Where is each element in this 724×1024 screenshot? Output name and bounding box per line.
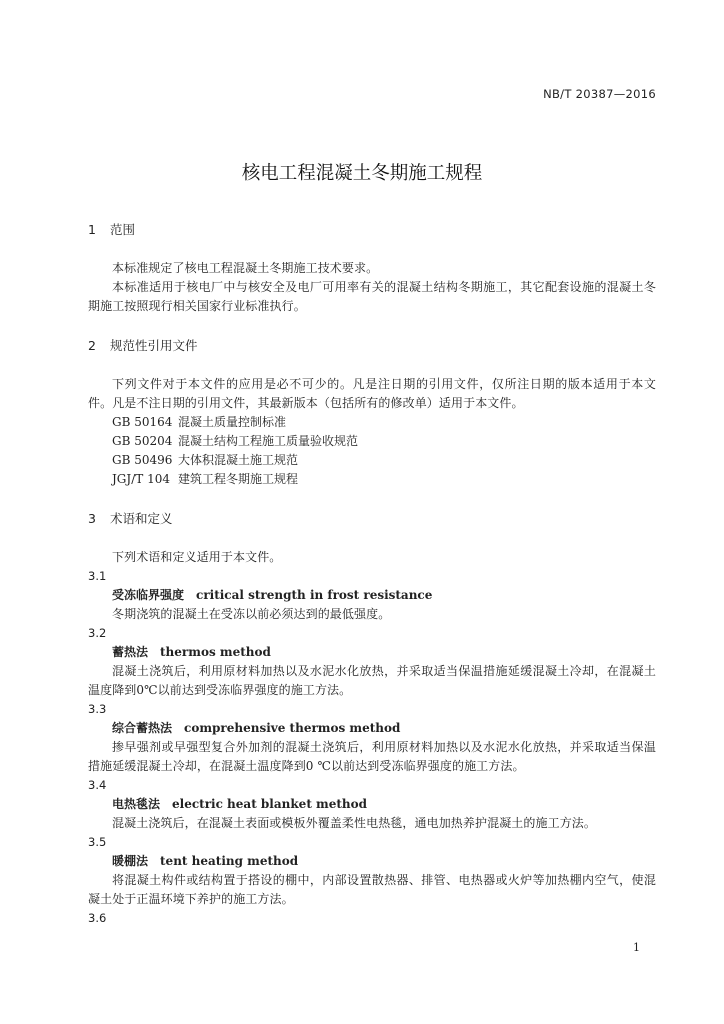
section-heading-3 [88,509,656,528]
paragraph: 下列术语和定义适用于本文件。 [112,550,282,564]
reference-code: JGJ/T 104 [112,472,170,486]
reference-item [88,451,656,470]
paragraph: 下列文件对于本文件的应用是必不可少的。凡是注日期的引用文件，仅所注日期的版本适用于本文件。凡是不注日期的引用文件，其最新版本（包括所有的修改单）适用于本文件。 [88,377,656,410]
term-en: comprehensive thermos method [184,721,401,735]
term-cn: 暖棚法 [112,854,149,868]
section-title: 术语和定义 [109,511,173,526]
reference-name: 混凝土质量控制标准 [178,415,287,429]
reference-code: GB 50496 [112,453,173,467]
reference-code: GB 50164 [112,415,173,429]
section-title: 规范性引用文件 [109,338,198,353]
section-number: 3 [88,511,96,526]
term-definition: 冬期浇筑的混凝土在受冻以前必须达到的最低强度。 [112,607,391,621]
term-cn: 综合蓄热法 [112,721,173,735]
reference-code: GB 50204 [112,434,173,448]
term-heading [88,795,656,814]
term-en: electric heat blanket method [172,797,368,811]
page-number: 1 [633,941,640,954]
term-cn: 蓄热法 [112,645,149,659]
reference-item [88,470,656,489]
term-en: tent heating method [160,854,299,868]
paragraph: 本标准规定了核电工程混凝土冬期施工技术要求。 [112,261,379,275]
term-number: 3.5 [88,835,107,849]
term-number: 3.3 [88,702,107,716]
term-definition: 混凝土浇筑后，利用原材料加热以及水泥水化放热，并采取适当保温措施延缓混凝土冷却，在混凝土温度降到0℃以前达到受冻临界强度的施工方法。 [88,664,656,697]
term-number: 3.6 [88,911,107,925]
reference-name: 大体积混凝土施工规范 [178,453,299,467]
term-en: critical strength in frost resistance [196,588,433,602]
term-number: 3.4 [88,778,107,792]
section-heading-2 [88,336,656,355]
term-en: thermos method [160,645,271,659]
term-heading [88,719,656,738]
standard-number: NB/T 20387—2016 [543,87,656,101]
term-number: 3.2 [88,626,107,640]
term-definition: 将混凝土构件或结构置于搭设的棚中，内部设置散热器、排管、电热器或火炉等加热棚内空气，使混凝土处于正温环境下养护的施工方法。 [88,873,656,906]
document-title: 核电工程混凝土冬期施工规程 [241,163,483,184]
term-heading [88,643,656,662]
term-heading [88,586,656,605]
reference-item [88,432,656,451]
reference-name: 混凝土结构工程施工质量验收规范 [178,434,359,448]
term-cn: 受冻临界强度 [112,588,185,602]
term-cn: 电热毯法 [112,797,161,811]
term-heading [88,852,656,871]
document-body [88,220,656,928]
section-heading-1 [88,220,656,239]
reference-item [88,413,656,432]
term-definition: 掺早强剂或早强型复合外加剂的混凝土浇筑后，利用原材料加热以及水泥水化放热，并采取适当保温措施延缓混凝土冷却，在混凝土温度降到0 ℃以前达到受冻临界强度的施工方法。 [88,740,656,773]
section-title: 范围 [109,222,135,237]
reference-name: 建筑工程冬期施工规程 [178,472,299,486]
section-number: 2 [88,338,96,353]
term-definition: 混凝土浇筑后，在混凝土表面或模板外覆盖柔性电热毯，通电加热养护混凝土的施工方法。 [112,816,597,830]
paragraph: 本标准适用于核电厂中与核安全及电厂可用率有关的混凝土结构冬期施工，其它配套设施的混凝土冬期施工按照现行相关国家行业标准执行。 [88,280,656,313]
section-number: 1 [88,222,96,237]
term-number: 3.1 [88,569,107,583]
